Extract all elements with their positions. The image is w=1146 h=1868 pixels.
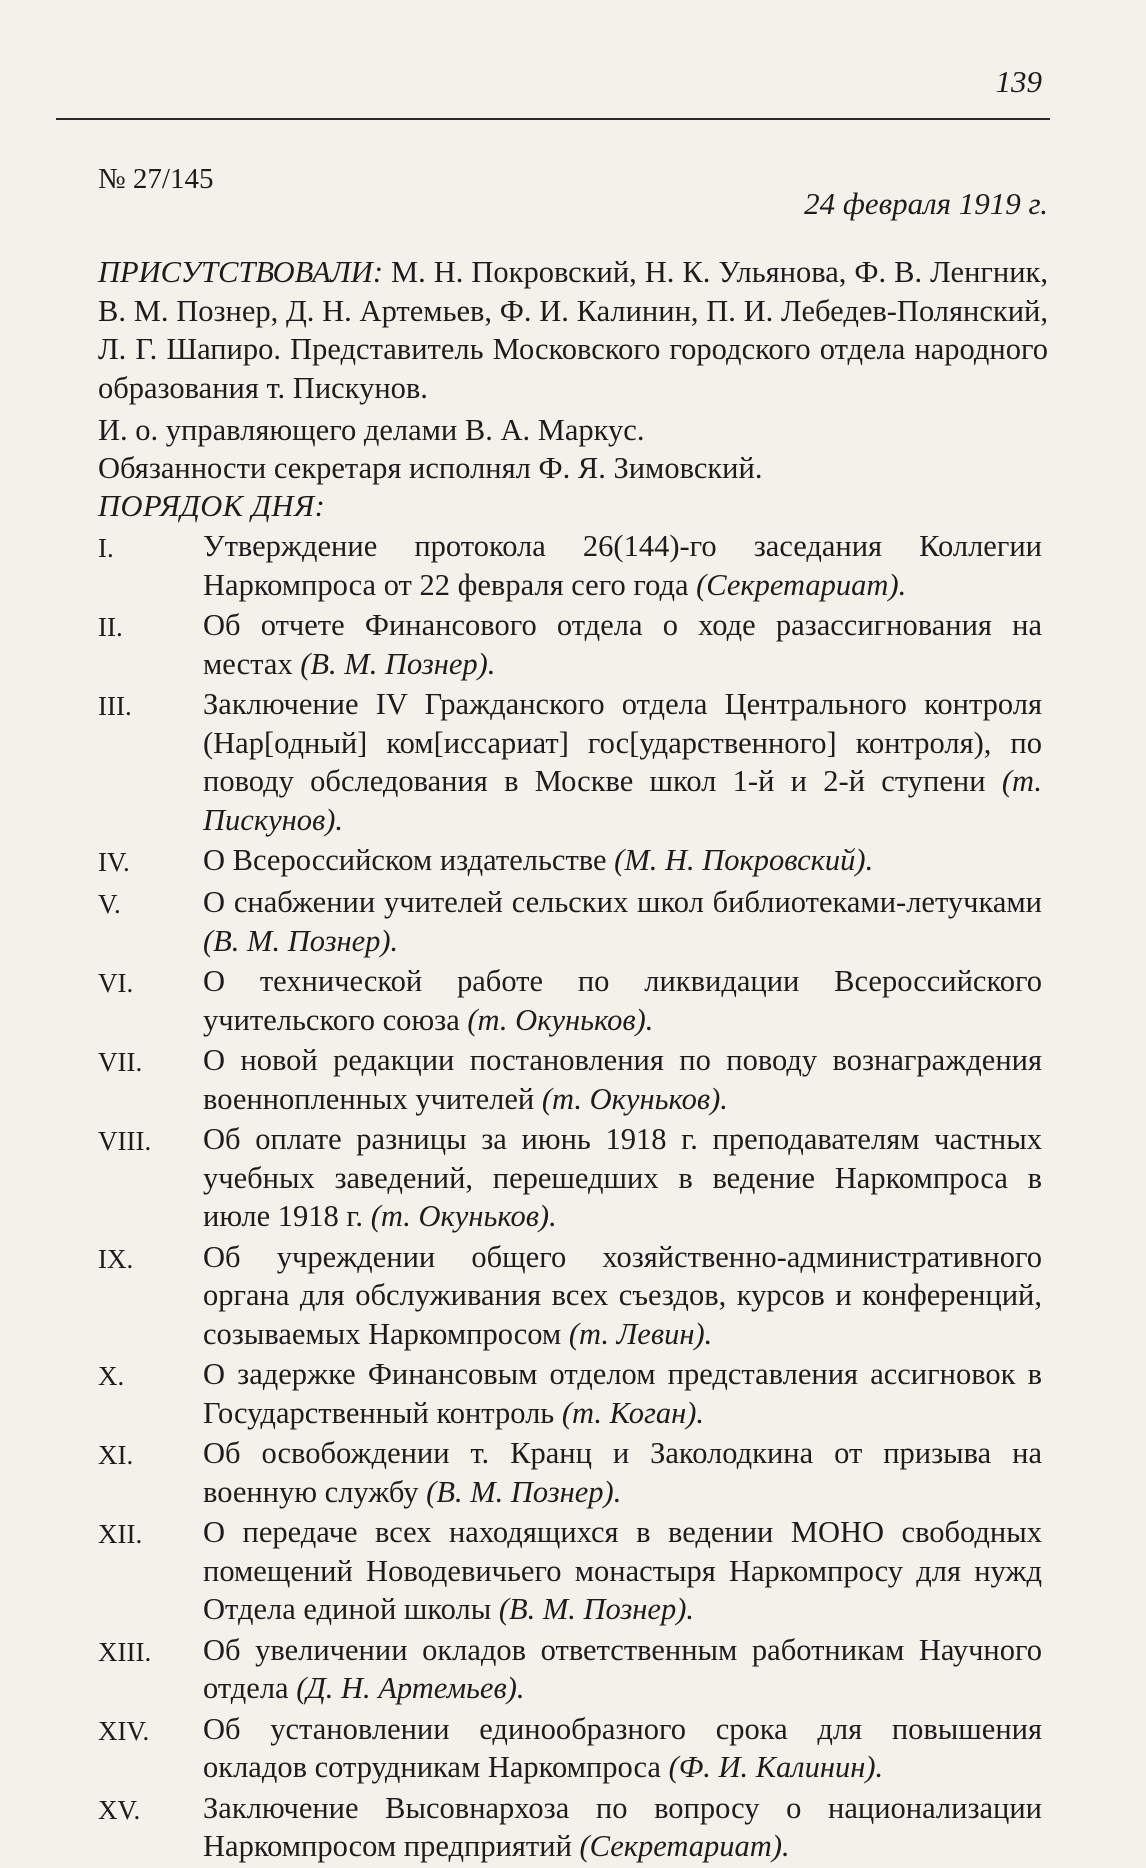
document-number: № 27/145 [98, 163, 214, 195]
agenda-item-responsible: (Секретариат). [696, 567, 907, 602]
agenda-item-number: III. [98, 691, 132, 721]
agenda-item-subject: Утверждение протокола 26(144)-го заседания Коллегии Наркомпроса от 22 февраля сего года [203, 529, 1042, 602]
agenda-item [98, 1434, 1042, 1511]
agenda-item-responsible: (Секретариат). [579, 1829, 790, 1863]
agenda-item-text [203, 606, 1042, 683]
agenda-item-number: II. [98, 612, 123, 642]
agenda-item-subject: О Всероссийском издательстве [203, 843, 607, 877]
agenda-item-text [203, 962, 1042, 1039]
page-header [56, 58, 1050, 120]
agenda-item-text [203, 1789, 1042, 1866]
agenda-item [98, 606, 1042, 683]
agenda-item-number: VII. [98, 1047, 143, 1077]
acting-manager-line: И. о. управляющего делами В. А. Маркус. [98, 413, 645, 447]
agenda-item-subject: О передаче всех находящихся в ведении МОНО свободных помещений Новодевичьего монастыря Наркомпросу для нужд Отдела единой школы [203, 1515, 1042, 1626]
agenda-item-number: I. [98, 533, 114, 563]
agenda-item-number: IV. [98, 847, 130, 877]
agenda-item-responsible: (т. Левин). [568, 1316, 713, 1351]
agenda-item [98, 1120, 1042, 1236]
agenda-item-subject: О новой редакции постановления по поводу вознаграждения военнопленных учителей [203, 1043, 1042, 1116]
agenda-item [98, 962, 1042, 1039]
agenda-item [98, 1041, 1042, 1118]
agenda-item [98, 841, 1042, 881]
agenda-item-responsible: (В. М. Познер). [498, 1592, 694, 1626]
agenda-item-responsible: (т. Пискунов). [203, 764, 1042, 837]
agenda-item-text [203, 1355, 1042, 1432]
agenda-item-text [203, 1710, 1042, 1787]
agenda-item-number: XIII. [98, 1636, 152, 1667]
agenda-item-text [203, 1513, 1042, 1629]
agenda-item-text [203, 1041, 1042, 1118]
agenda-item [98, 527, 1042, 604]
agenda-item-number: VI. [98, 968, 134, 998]
agenda-item-subject: Об оплате разницы за июнь 1918 г. преподавателям частных учебных заведений, перешедших в ведение Наркомпроса в июле 1918 г. [203, 1122, 1042, 1233]
attendees-list: М. Н. Покровский, Н. К. Ульянова, Ф. В. Ленгник, В. М. Познер, Д. Н. Артемьев, Ф. И. Калинин, П. И. Лебедев-Полянский, Л. Г. Шапиро. Представитель Московского городского отдела народного образования т. Пискунов. [98, 255, 1048, 405]
agenda-item-text [203, 1434, 1042, 1511]
agenda-item-number: XV. [98, 1794, 141, 1825]
agenda-item-responsible: (В. М. Познер). [300, 646, 496, 681]
agenda-item-responsible: (т. Окуньков). [541, 1081, 728, 1116]
agenda-item-subject: О технической работе по ликвидации Всероссийского учительского союза [203, 964, 1042, 1037]
agenda-item-responsible: (т. Окуньков). [467, 1002, 654, 1037]
agenda-item-subject: Об увеличении окладов ответственным работникам Научного отдела [203, 1632, 1042, 1705]
document-date: 24 февраля 1919 г. [804, 186, 1048, 221]
agenda-item [98, 685, 1042, 839]
agenda-item-text [203, 841, 1042, 881]
agenda-item-text [203, 883, 1042, 960]
agenda-item-subject: Об освобождении т. Кранц и Заколодкина от призыва на военную службу [203, 1436, 1042, 1509]
agenda-item [98, 1513, 1042, 1629]
agenda-item-responsible: (В. М. Познер). [203, 923, 399, 958]
agenda-title: ПОРЯДОК ДНЯ: [98, 489, 326, 523]
agenda-item-text [203, 1238, 1042, 1354]
agenda-item-subject: О снабжении учителей сельских школ библиотеками-летучками [203, 885, 1042, 919]
agenda-item-responsible: (т. Коган). [561, 1395, 705, 1430]
agenda-item-number: V. [98, 889, 121, 919]
agenda-list [98, 527, 1042, 1868]
agenda-item [98, 1355, 1042, 1432]
agenda-item-subject: О задержке Финансовым отделом представления ассигновок в Государственный контроль [203, 1357, 1042, 1430]
agenda-item-text [203, 1120, 1042, 1236]
agenda-item-responsible: (В. М. Познер). [426, 1474, 622, 1509]
agenda-item-number: VIII. [98, 1126, 152, 1156]
agenda-item-subject: Об отчете Финансового отдела о ходе разассигнования на местах [203, 608, 1042, 681]
agenda-item [98, 1710, 1042, 1787]
agenda-item-text [203, 685, 1042, 839]
agenda-item-number: XIV. [98, 1715, 150, 1746]
agenda-item-subject: Заключение Высовнархоза по вопросу о национализации Наркомпросом предприятий [203, 1790, 1042, 1863]
agenda-item-text [203, 527, 1042, 604]
agenda-item [98, 883, 1042, 960]
agenda-item-number: XI. [98, 1440, 134, 1470]
agenda-item-responsible: (М. Н. Покровский). [614, 843, 874, 877]
agenda-item-text [203, 1631, 1042, 1708]
page-number: 139 [995, 64, 1042, 99]
agenda-item [98, 1631, 1042, 1708]
agenda-item-number: XII. [98, 1519, 143, 1549]
agenda-item-number: X. [98, 1361, 125, 1391]
agenda-item-number: IX. [98, 1243, 134, 1274]
agenda-item-subject: Об установлении единообразного срока для повышения окладов сотрудникам Наркомпроса [203, 1711, 1042, 1784]
attendees-label: ПРИСУТСТВОВАЛИ: [98, 255, 383, 289]
agenda-item-subject: Об учреждении общего хозяйственно-административного органа для обслуживания всех съездов, курсов и конференций, созываемых Наркомпросом [203, 1239, 1042, 1351]
agenda-item-responsible: (Ф. И. Калинин). [668, 1750, 884, 1784]
attendees-paragraph [98, 253, 1048, 407]
agenda-item [98, 1238, 1042, 1354]
agenda-item-subject: Заключение IV Гражданского отдела Центрального контроля (Нар[одный] ком[иссариат] гос[ударственного] контроля), по поводу обследования в Москве школ 1-й и 2-й ступени [203, 687, 1042, 798]
agenda-item-responsible: (Д. Н. Артемьев). [296, 1671, 525, 1705]
agenda-item [98, 1789, 1042, 1866]
secretary-line: Обязанности секретаря исполнял Ф. Я. Зимовский. [98, 451, 763, 485]
agenda-item-responsible: (т. Окуньков). [370, 1199, 557, 1233]
